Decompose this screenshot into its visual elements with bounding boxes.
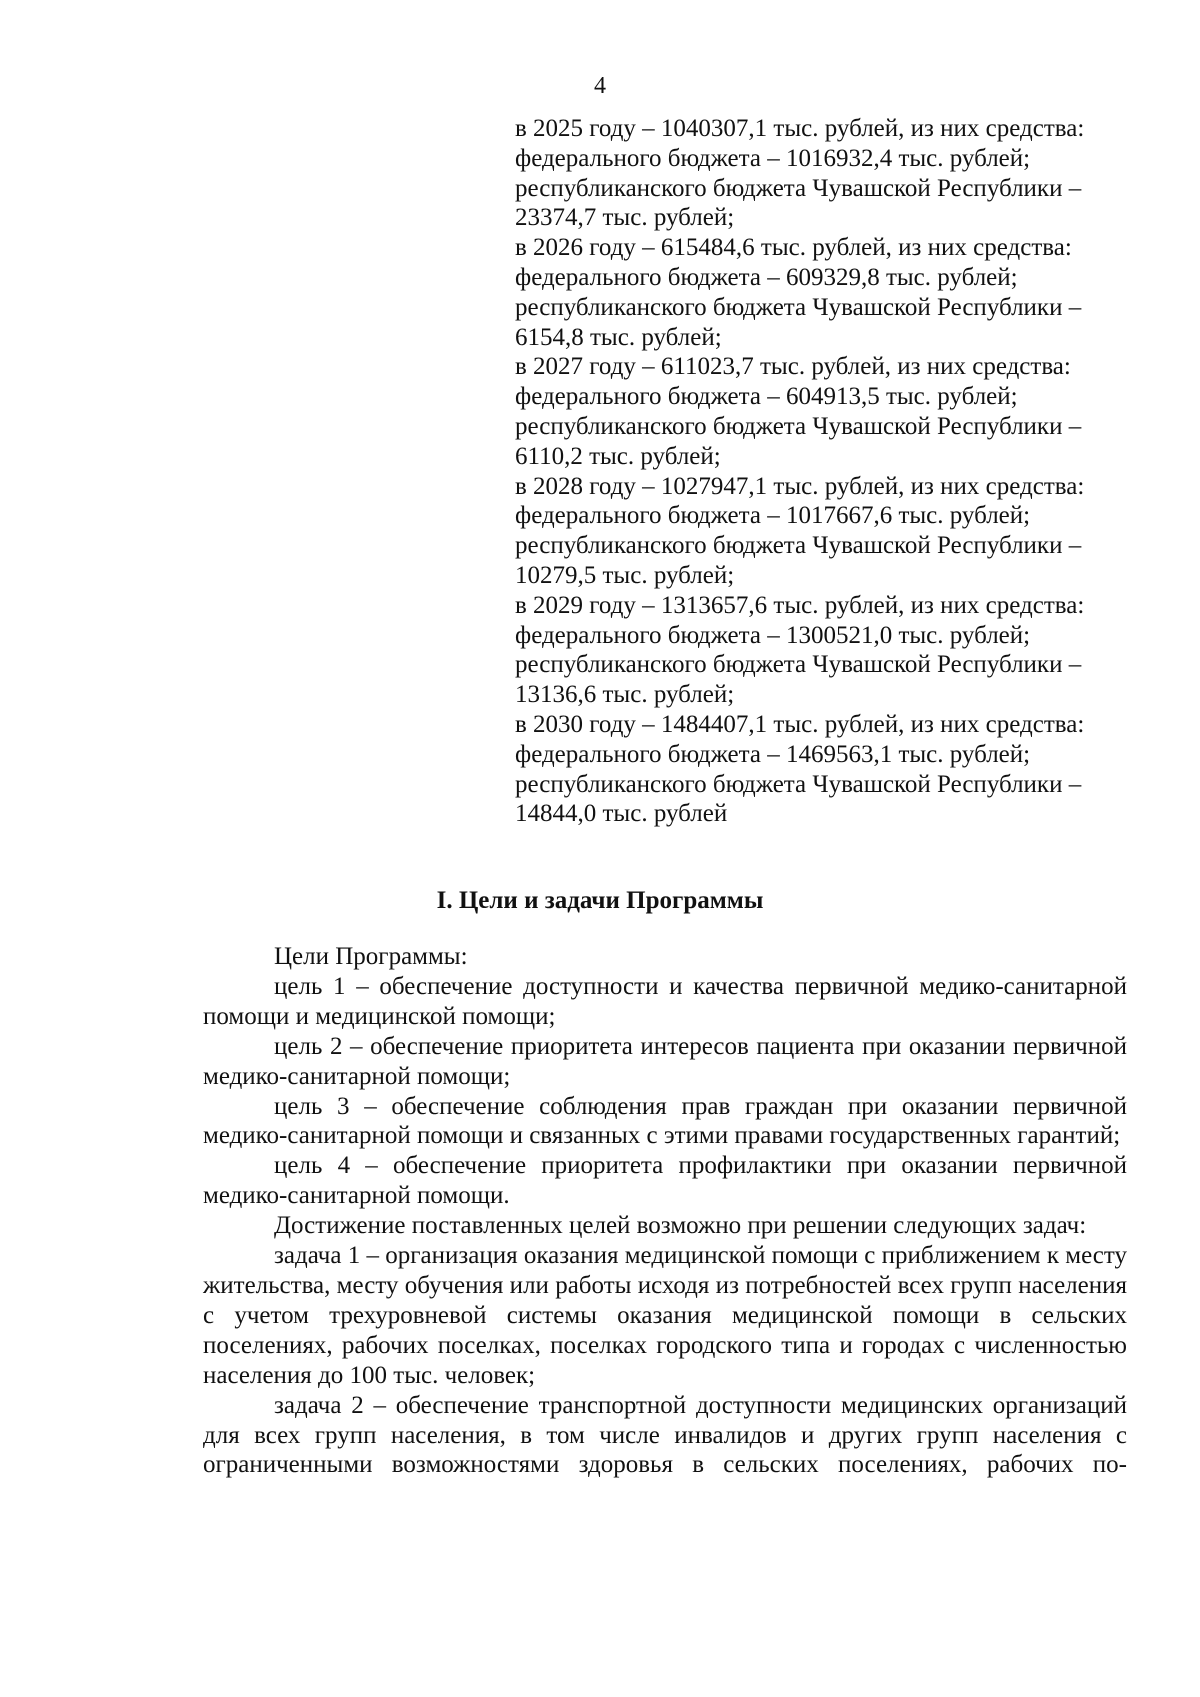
funding-line-2028-republican-amount: 10279,5 тыс. рублей; [515,561,735,589]
section-body [203,942,1127,1480]
funding-line-2029-republican-amount: 13136,6 тыс. рублей; [515,681,735,709]
task-2-paragraph: задача 2 – обеспечение транспортной доступности медицинских организаций для всех групп населения, в том числе инвалидов и других групп населения с ограниченными возможностями здоровья в сельских поселениях, рабочих по- [203,1391,1127,1479]
goal-1-paragraph: цель 1 – обеспечение доступности и качества первичной медико-санитарной помощи и медицинской помощи; [203,972,1127,1030]
page-number: 4 [594,73,606,99]
funding-line-2027-republican-amount: 6110,2 тыс. рублей; [515,442,721,470]
funding-line-2026-total: в 2026 году – 615484,6 тыс. рублей, из них средства: [515,234,1072,262]
task-1-paragraph: задача 1 – организация оказания медицинской помощи с приближением к месту жительства, месту обучения или работы исходя из потребностей всех групп населения с учетом трехуровневой системы оказания медицинской помощи в сельских поселениях, рабочих поселках, поселках городского типа и городах с численностью населения до 100 тыс. человек; [203,1242,1127,1389]
funding-line-2030-republican-amount: 14844,0 тыс. рублей [515,800,728,828]
funding-line-2028-federal: федерального бюджета – 1017667,6 тыс. рублей; [515,502,1031,530]
funding-line-2025-total: в 2025 году – 1040307,1 тыс. рублей, из них средства: [515,115,1085,142]
tasks-intro-paragraph: Достижение поставленных целей возможно при решении следующих задач: [274,1212,1087,1240]
goals-intro-paragraph: Цели Программы: [274,943,468,970]
goal-2-paragraph: цель 2 – обеспечение приоритета интересов пациента при оказании первичной медико-санитарной помощи; [203,1032,1127,1090]
funding-line-2028-total: в 2028 году – 1027947,1 тыс. рублей, из них средства: [515,472,1085,500]
funding-line-2027-republican: республиканского бюджета Чувашской Республики – [515,412,1082,440]
funding-line-2025-republican: республиканского бюджета Чувашской Республики – [515,174,1082,202]
funding-line-2026-republican: республиканского бюджета Чувашской Республики – [515,293,1082,321]
funding-line-2025-republican-amount: 23374,7 тыс. рублей; [515,204,735,232]
funding-schedule [515,114,1127,829]
funding-line-2027-federal: федерального бюджета – 604913,5 тыс. рублей; [515,383,1018,411]
funding-line-2026-republican-amount: 6154,8 тыс. рублей; [515,323,722,351]
goal-4-paragraph: цель 4 – обеспечение приоритета профилактики при оказании первичной медико-санитарной помощи. [203,1152,1127,1210]
funding-line-2026-federal: федерального бюджета – 609329,8 тыс. рублей; [515,263,1018,291]
funding-line-2029-federal: федерального бюджета – 1300521,0 тыс. рублей; [515,621,1031,649]
funding-line-2029-total: в 2029 году – 1313657,6 тыс. рублей, из них средства: [515,591,1085,619]
funding-line-2030-total: в 2030 году – 1484407,1 тыс. рублей, из них средства: [515,710,1085,738]
section-heading: I. Цели и задачи Программы [436,887,764,914]
funding-line-2029-republican: республиканского бюджета Чувашской Республики – [515,651,1082,679]
funding-line-2027-total: в 2027 году – 611023,7 тыс. рублей, из них средства: [515,353,1071,381]
funding-line-2030-republican: республиканского бюджета Чувашской Республики – [515,770,1082,798]
funding-line-2028-republican: республиканского бюджета Чувашской Республики – [515,532,1082,560]
funding-line-2025-federal: федерального бюджета – 1016932,4 тыс. рублей; [515,144,1031,172]
goal-3-paragraph: цель 3 – обеспечение соблюдения прав граждан при оказании первичной медико-санитарной помощи и связанных с этими правами государственных гарантий; [203,1092,1127,1150]
funding-line-2030-federal: федерального бюджета – 1469563,1 тыс. рублей; [515,740,1031,768]
